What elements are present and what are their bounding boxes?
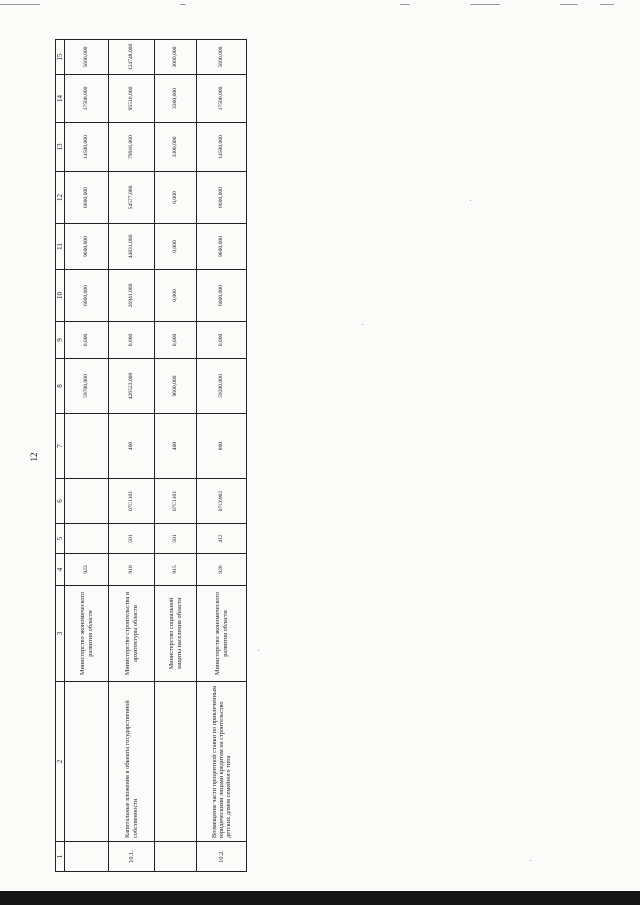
column-number-row — [56, 40, 65, 872]
amount-cell: 5600,000 — [65, 40, 109, 75]
amount-cell: 9600,000 — [155, 359, 197, 414]
column-number: 4 — [56, 554, 65, 586]
expense-type-code: 400 — [109, 414, 155, 479]
activity-name — [155, 682, 197, 842]
scan-top-edge — [0, 0, 640, 10]
amount-cell: 5600,000 — [197, 40, 247, 75]
section-code: 501 — [155, 524, 197, 554]
table-row — [155, 40, 197, 872]
rotated-table — [55, 40, 245, 872]
row-number: 10.2. — [197, 842, 247, 872]
row-number — [65, 842, 109, 872]
amount-cell: 59200,000 — [197, 359, 247, 414]
amount-cell: 0,000 — [109, 322, 155, 359]
amount-cell: 3300,000 — [155, 123, 197, 172]
column-number: 6 — [56, 479, 65, 524]
row-number — [155, 842, 197, 872]
scan-speck — [362, 324, 363, 325]
budget-table — [55, 39, 247, 872]
amount-cell: 9600,000 — [197, 224, 247, 270]
row-number: 10.1. — [109, 842, 155, 872]
grbs-code: 915 — [155, 554, 197, 586]
amount-cell: 6000,000 — [197, 270, 247, 322]
amount-cell: 17500,000 — [197, 75, 247, 123]
amount-cell: 426523,000 — [109, 359, 155, 414]
amount-cell: 95510,000 — [109, 75, 155, 123]
column-number: 8 — [56, 359, 65, 414]
target-article-code: 07С1101 — [155, 479, 197, 524]
expense-type-code: 800 — [197, 414, 247, 479]
executor-cell: Министерство социальной защиты населения области — [155, 586, 197, 682]
amount-cell: 17500,000 — [65, 75, 109, 123]
table-row — [65, 40, 109, 872]
amount-cell: 0,000 — [155, 322, 197, 359]
amount-cell: 0,000 — [197, 322, 247, 359]
table-container — [55, 40, 245, 872]
column-number: 5 — [56, 524, 65, 554]
amount-cell: 26941,000 — [109, 270, 155, 322]
column-number: 10 — [56, 270, 65, 322]
column-number: 14 — [56, 75, 65, 123]
scan-speck — [470, 200, 471, 201]
amount-cell: 0,000 — [155, 270, 197, 322]
target-article-code — [65, 479, 109, 524]
expense-type-code — [65, 414, 109, 479]
amount-cell: 54577,000 — [109, 172, 155, 224]
scan-speck — [530, 860, 531, 861]
amount-cell: 14500,000 — [197, 123, 247, 172]
amount-cell: 0,000 — [155, 224, 197, 270]
activity-name: Капитальные вложения в объекты государственной собственности — [109, 682, 155, 842]
amount-cell: 59700,000 — [65, 359, 109, 414]
column-number: 3 — [56, 586, 65, 682]
amount-cell: 79916,000 — [109, 123, 155, 172]
column-number: 11 — [56, 224, 65, 270]
section-code — [65, 524, 109, 554]
executor-cell: Министерство экономического развития области — [65, 586, 109, 682]
amount-cell: 14500,000 — [65, 123, 109, 172]
target-article-code: 07С1101 — [109, 479, 155, 524]
amount-cell: 0,000 — [155, 172, 197, 224]
column-number: 13 — [56, 123, 65, 172]
scan-bottom-edge — [0, 891, 640, 905]
executor-cell: Министерство строительства и архитектуры области — [109, 586, 155, 682]
table-row — [197, 40, 247, 872]
column-number: 9 — [56, 322, 65, 359]
table-row — [109, 40, 155, 872]
amount-cell: 9600,000 — [65, 224, 109, 270]
amount-cell: 3000,000 — [155, 40, 197, 75]
activity-name: Возмещение части процентной ставки по привлеченным юридическими лицами кредитам на строительство детских домов семейного типа — [197, 682, 247, 842]
amount-cell: 6000,000 — [65, 270, 109, 322]
activity-name — [65, 682, 109, 842]
column-number: 12 — [56, 172, 65, 224]
target-article-code: 07С6902 — [197, 479, 247, 524]
scan-speck — [258, 650, 259, 651]
section-code: 412 — [197, 524, 247, 554]
grbs-code: 910 — [109, 554, 155, 586]
amount-cell: 3300,000 — [155, 75, 197, 123]
amount-cell: 0,000 — [65, 322, 109, 359]
column-number: 2 — [56, 682, 65, 842]
grbs-code: 926 — [197, 554, 247, 586]
amount-cell: 6600,000 — [197, 172, 247, 224]
column-number: 15 — [56, 40, 65, 75]
amount-cell: 44831,000 — [109, 224, 155, 270]
amount-cell: 6600,000 — [65, 172, 109, 224]
amount-cell: 124748,000 — [109, 40, 155, 75]
page-number: 12 — [29, 452, 39, 462]
section-code: 501 — [109, 524, 155, 554]
column-number: 1 — [56, 842, 65, 872]
grbs-code: 923 — [65, 554, 109, 586]
column-number: 7 — [56, 414, 65, 479]
executor-cell: Министерство экономического развития области — [197, 586, 247, 682]
expense-type-code: 400 — [155, 414, 197, 479]
